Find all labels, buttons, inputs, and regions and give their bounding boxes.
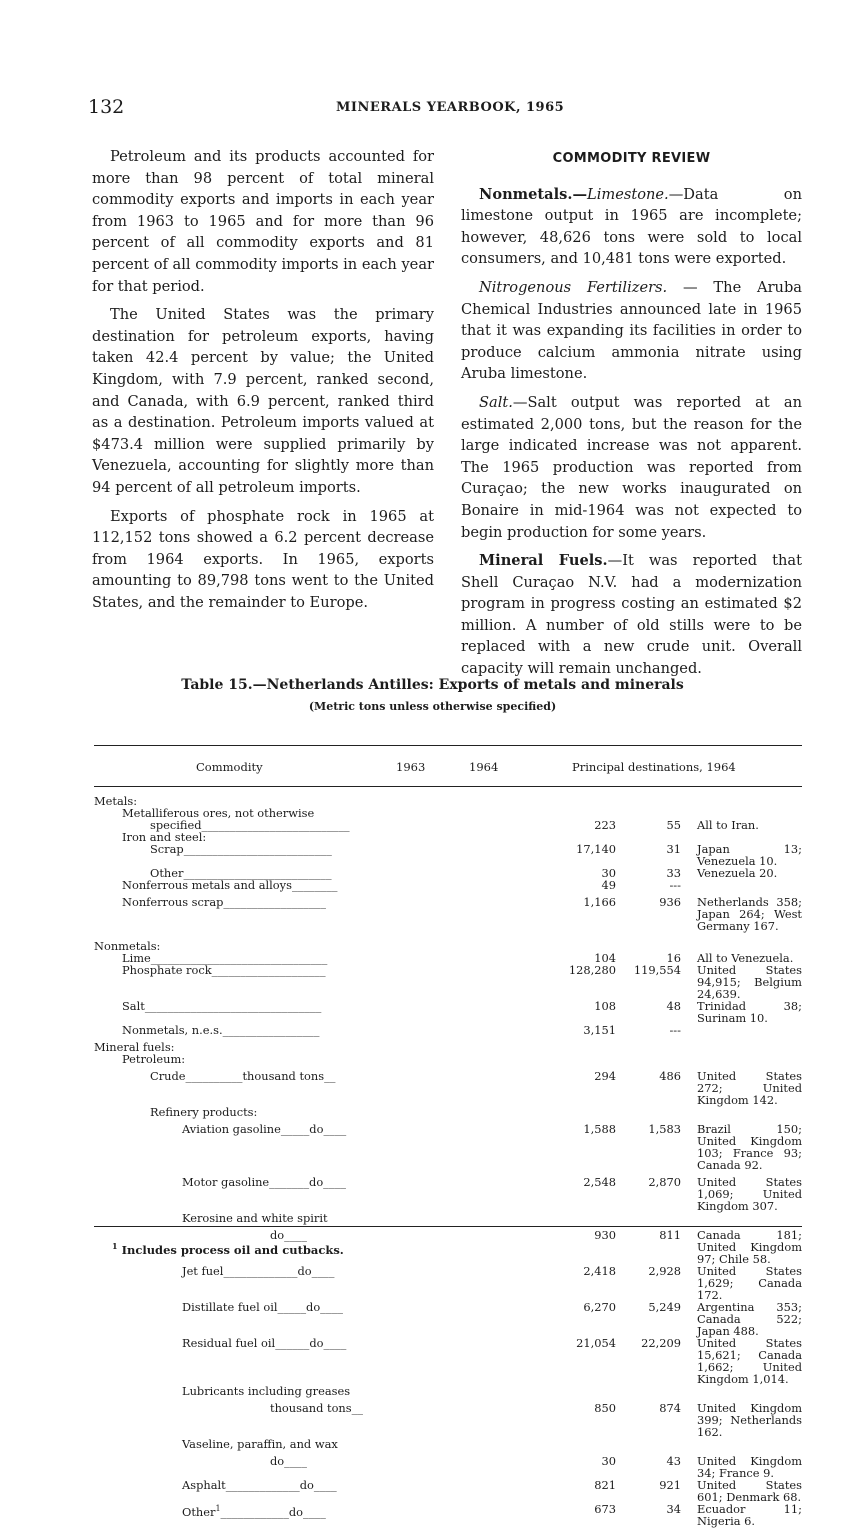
- footnote-ref: 1: [215, 1504, 221, 1513]
- commodity-cell: Nonmetals, n.e.s._________________: [122, 1023, 320, 1037]
- table-row: [94, 1479, 802, 1503]
- destination-cell: United States 601; Denmark 68.: [697, 1478, 802, 1504]
- value-1963: 21,054: [576, 1336, 616, 1350]
- paragraph: Exports of phosphate rock in 1965 at 112,152 tons showed a 6.2 percent decrease from 1964 exports. In 1965, exports amounting to 89,798 tons went to the United States, and the remainder to Europe.: [92, 507, 434, 611]
- table-row: [94, 1503, 802, 1527]
- table-row: [94, 932, 802, 952]
- destination-cell: [681, 1053, 802, 1065]
- column-header-1963: 1963: [396, 760, 426, 774]
- value-1963: 223: [594, 818, 616, 832]
- value-1964: [616, 932, 681, 952]
- value-1963: 6,270: [583, 1300, 616, 1314]
- commodity-cell: Motor gasoline_______do____: [182, 1175, 346, 1189]
- value-1963: 673: [594, 1502, 616, 1516]
- commodity-cell: Lubricants including greases: [182, 1384, 351, 1398]
- value-1963: [554, 1385, 616, 1397]
- value-1964: 2,870: [648, 1175, 681, 1189]
- value-1964: [616, 1106, 681, 1118]
- commodity-cell: Mineral fuels:: [94, 1040, 175, 1054]
- header-bottom-rule: [94, 786, 802, 787]
- table-row: [94, 879, 802, 891]
- section-heading: COMMODITY REVIEW: [552, 151, 711, 166]
- commodity-cell: do____: [270, 1454, 307, 1468]
- table-row: [94, 1397, 802, 1438]
- commodity-cell: Distillate fuel oil_____do____: [182, 1300, 343, 1314]
- column-header-1964: 1964: [469, 760, 499, 774]
- destination-cell: [681, 1106, 802, 1118]
- paragraph-text: —Salt output was reported at an estimated 2,000 tons, but the reason for the large indicated increase was not apparent. The 1965 production was reported from Curaçao; the new works inaugurated on Bonaire in mid-1964 was not expected to begin production for some years.: [461, 393, 802, 541]
- destination-cell: Argentina 353; Canada 522; Japan 488.: [697, 1300, 802, 1338]
- value-1963: 821: [594, 1478, 616, 1492]
- table-row: [94, 1265, 802, 1301]
- destination-cell: Japan 13; Venezuela 10.: [697, 842, 802, 868]
- value-1963: 850: [594, 1401, 616, 1415]
- destination-cell: United Kingdom 399; Netherlands 162.: [697, 1401, 802, 1439]
- value-1964: 43: [666, 1454, 681, 1468]
- value-1964: 921: [659, 1478, 681, 1492]
- value-1963: 128,280: [568, 963, 616, 977]
- table-row: [94, 1171, 802, 1212]
- table-row: [94, 1438, 802, 1450]
- table-row: [94, 1301, 802, 1337]
- table-title: Table 15.—Netherlands Antilles: Exports of metals and minerals: [181, 677, 684, 693]
- commodity-cell: Kerosine and white spirit: [182, 1211, 328, 1225]
- table-row: [94, 1450, 802, 1479]
- column-header-commodity: Commodity: [196, 760, 263, 774]
- value-1964: [616, 1385, 681, 1397]
- value-1963: [554, 1036, 616, 1053]
- value-1964: 48: [666, 999, 681, 1013]
- table-row: [94, 1337, 802, 1385]
- commodity-cell: Nonmetals:: [94, 939, 161, 953]
- paragraph: [461, 392, 802, 543]
- value-1964: 811: [659, 1228, 681, 1242]
- table-row: [94, 964, 802, 1000]
- exports-table: [94, 795, 802, 1527]
- value-1964: 486: [659, 1069, 681, 1083]
- destination-cell: [681, 1212, 802, 1224]
- table-row: [94, 891, 802, 932]
- value-1963: [554, 932, 616, 952]
- value-1963: 104: [594, 951, 616, 965]
- left-column: [92, 146, 434, 620]
- destination-cell: United States 1,629; Canada 172.: [697, 1264, 802, 1302]
- table-row: [94, 843, 802, 867]
- paragraph-text: — The Aruba Chemical Industries announced late in 1965 that it was expanding its facilities in order to produce calcium ammonia nitrate using Aruba limestone.: [461, 278, 802, 383]
- running-title: MINERALS YEARBOOK, 1965: [336, 100, 565, 115]
- value-1963: [554, 1438, 616, 1450]
- lead-bold: Nonmetals.—: [479, 185, 588, 203]
- commodity-cell: Asphalt_____________do____: [182, 1478, 337, 1492]
- commodity-cell: Petroleum:: [122, 1052, 186, 1066]
- value-1963: [554, 1212, 616, 1224]
- commodity-cell: Residual fuel oil______do____: [182, 1336, 347, 1350]
- value-1964: [616, 1212, 681, 1224]
- lead-italic: Nitrogenous Fertilizers.: [479, 278, 668, 296]
- table-row: [94, 1036, 802, 1053]
- destination-cell: [681, 795, 802, 807]
- value-1963: [554, 1053, 616, 1065]
- destination-cell: [681, 1024, 802, 1036]
- destination-cell: Ecuador 11; Nigeria 6.: [697, 1502, 802, 1528]
- value-1963: 1,588: [583, 1122, 616, 1136]
- footnote-marker: 1: [112, 1241, 118, 1251]
- value-1963: 17,140: [576, 842, 616, 856]
- value-1964: 1,583: [648, 1122, 681, 1136]
- footnote: [112, 1241, 344, 1257]
- column-header-destinations: Principal destinations, 1964: [572, 760, 736, 774]
- commodity-cell: Jet fuel_____________do____: [182, 1264, 335, 1278]
- commodity-cell: Refinery products:: [150, 1105, 258, 1119]
- destination-cell: Trinidad 38; Surinam 10.: [697, 999, 802, 1025]
- commodity-cell: [94, 1503, 554, 1527]
- value-1964: [616, 1438, 681, 1450]
- paragraph-text: —It was reported that Shell Curaçao N.V. had a modernization program in progress costing an estimated $2 million. A number of old stills were to be replaced with a new crude unit. Overall capacity will remain unchanged.: [461, 552, 802, 678]
- value-1964: 55: [666, 818, 681, 832]
- destination-cell: Brazil 150; United Kingdom 103; France 93; Canada 92.: [697, 1122, 802, 1172]
- footnote-text: Includes process oil and cutbacks.: [117, 1242, 344, 1257]
- destination-cell: [681, 1438, 802, 1450]
- paragraph: [461, 184, 802, 270]
- table-top-rule: [94, 745, 802, 746]
- commodity-cell: Salt_______________________________: [122, 999, 322, 1013]
- page-number: 132: [88, 96, 125, 118]
- destination-cell: United Kingdom 34; France 9.: [697, 1454, 802, 1480]
- table-row: [94, 1106, 802, 1118]
- commodity-cell: specified__________________________: [150, 818, 350, 832]
- destination-cell: [681, 1385, 802, 1397]
- value-1964: ---: [669, 878, 681, 892]
- commodity-label: Other: [182, 1504, 216, 1519]
- value-1963: 30: [601, 866, 616, 880]
- value-1964: [616, 1053, 681, 1065]
- value-1963: 2,418: [583, 1264, 616, 1278]
- value-1963: 108: [594, 999, 616, 1013]
- destination-cell: Canada 181; United Kingdom 97; Chile 58.: [697, 1228, 802, 1266]
- table-row: [94, 1024, 802, 1036]
- table-row: [94, 1212, 802, 1224]
- value-1964: 34: [666, 1502, 681, 1516]
- destination-cell: [681, 1036, 802, 1053]
- table-bottom-rule: [94, 1226, 802, 1227]
- value-1964: 22,209: [641, 1336, 681, 1350]
- table-row: [94, 1385, 802, 1397]
- paragraph-text: —Data on limestone output in 1965 are incomplete; however, 48,626 tons were sold to local consumers, and 10,481 tons were exported.: [461, 185, 802, 268]
- value-1964: 33: [666, 866, 681, 880]
- commodity-cell: Metalliferous ores, not otherwise: [122, 806, 315, 820]
- commodity-cell: do____: [270, 1228, 307, 1242]
- value-1963: 930: [594, 1228, 616, 1242]
- destination-cell: United States 15,621; Canada 1,662; United Kingdom 1,014.: [697, 1336, 802, 1386]
- commodity-cell: Crude__________thousand tons__: [150, 1069, 336, 1083]
- lead-italic: Salt.: [479, 393, 513, 411]
- value-1964: 119,554: [633, 963, 681, 977]
- commodity-cell: Aviation gasoline_____do____: [182, 1122, 347, 1136]
- table-row: [94, 1065, 802, 1106]
- destination-cell: Netherlands 358; Japan 264; West Germany 167.: [697, 895, 802, 933]
- commodity-cell: Lime_______________________________: [122, 951, 328, 965]
- value-1963: [554, 1106, 616, 1118]
- value-1964: 874: [659, 1401, 681, 1415]
- commodity-cell: Phosphate rock____________________: [122, 963, 326, 977]
- value-1963: 1,166: [583, 895, 616, 909]
- commodity-leader: ____________do____: [220, 1504, 326, 1519]
- destination-cell: United States 1,069; United Kingdom 307.: [697, 1175, 802, 1213]
- commodity-cell: Iron and steel:: [122, 830, 207, 844]
- lead-italic: Limestone.: [587, 185, 669, 203]
- commodity-cell: Scrap__________________________: [150, 842, 332, 856]
- value-1963: 49: [601, 878, 616, 892]
- commodity-cell: Nonferrous metals and alloys________: [122, 878, 338, 892]
- value-1964: ---: [669, 1023, 681, 1037]
- value-1964: 936: [659, 895, 681, 909]
- destination-cell: United States 94,915; Belgium 24,639.: [697, 963, 802, 1001]
- commodity-cell: Nonferrous scrap__________________: [122, 895, 326, 909]
- destination-cell: [681, 932, 802, 952]
- commodity-cell: Metals:: [94, 794, 138, 808]
- right-column: [461, 146, 802, 687]
- destination-cell: All to Iran.: [697, 818, 759, 832]
- commodity-cell: Other__________________________: [150, 866, 332, 880]
- value-1963: 30: [601, 1454, 616, 1468]
- value-1964: 16: [666, 951, 681, 965]
- destination-cell: United States 272; United Kingdom 142.: [697, 1069, 802, 1107]
- value-1964: 2,928: [648, 1264, 681, 1278]
- paragraph: [461, 277, 802, 385]
- commodity-cell: Vaseline, paraffin, and wax: [182, 1437, 338, 1451]
- value-1964: [616, 795, 681, 807]
- destination-cell: All to Venezuela.: [697, 951, 794, 965]
- table-row: [94, 1000, 802, 1024]
- table-subtitle: (Metric tons unless otherwise specified): [308, 700, 557, 713]
- commodity-cell: thousand tons__: [270, 1401, 363, 1415]
- paragraph: Petroleum and its products accounted for more than 98 percent of total mineral commodity exports and imports in each year from 1963 to 1965 and for more than 96 percent of all commodity exports and 81 percent of all commodity imports in each year for that period.: [92, 148, 434, 295]
- table-row: [94, 1118, 802, 1171]
- table-row: [94, 1053, 802, 1065]
- destination-cell: [681, 879, 802, 891]
- destination-cell: Venezuela 20.: [697, 866, 778, 880]
- value-1963: [554, 795, 616, 807]
- value-1963: 2,548: [583, 1175, 616, 1189]
- value-1964: 5,249: [648, 1300, 681, 1314]
- lead-bold: Mineral Fuels.: [479, 552, 608, 570]
- value-1964: 31: [666, 842, 681, 856]
- paragraph: The United States was the primary destination for petroleum exports, having taken 42.4 percent by value; the United Kingdom, with 7.9 percent, ranked second, and Canada, with 6.9 percent, ranked third as a destination. Petroleum imports valued at $473.4 million were supplied primarily by Venezuela, accounting for slightly more than 94 percent of all petroleum imports.: [92, 306, 434, 496]
- value-1963: 294: [594, 1069, 616, 1083]
- value-1963: 3,151: [583, 1023, 616, 1037]
- value-1964: [616, 1036, 681, 1053]
- paragraph: [461, 550, 802, 680]
